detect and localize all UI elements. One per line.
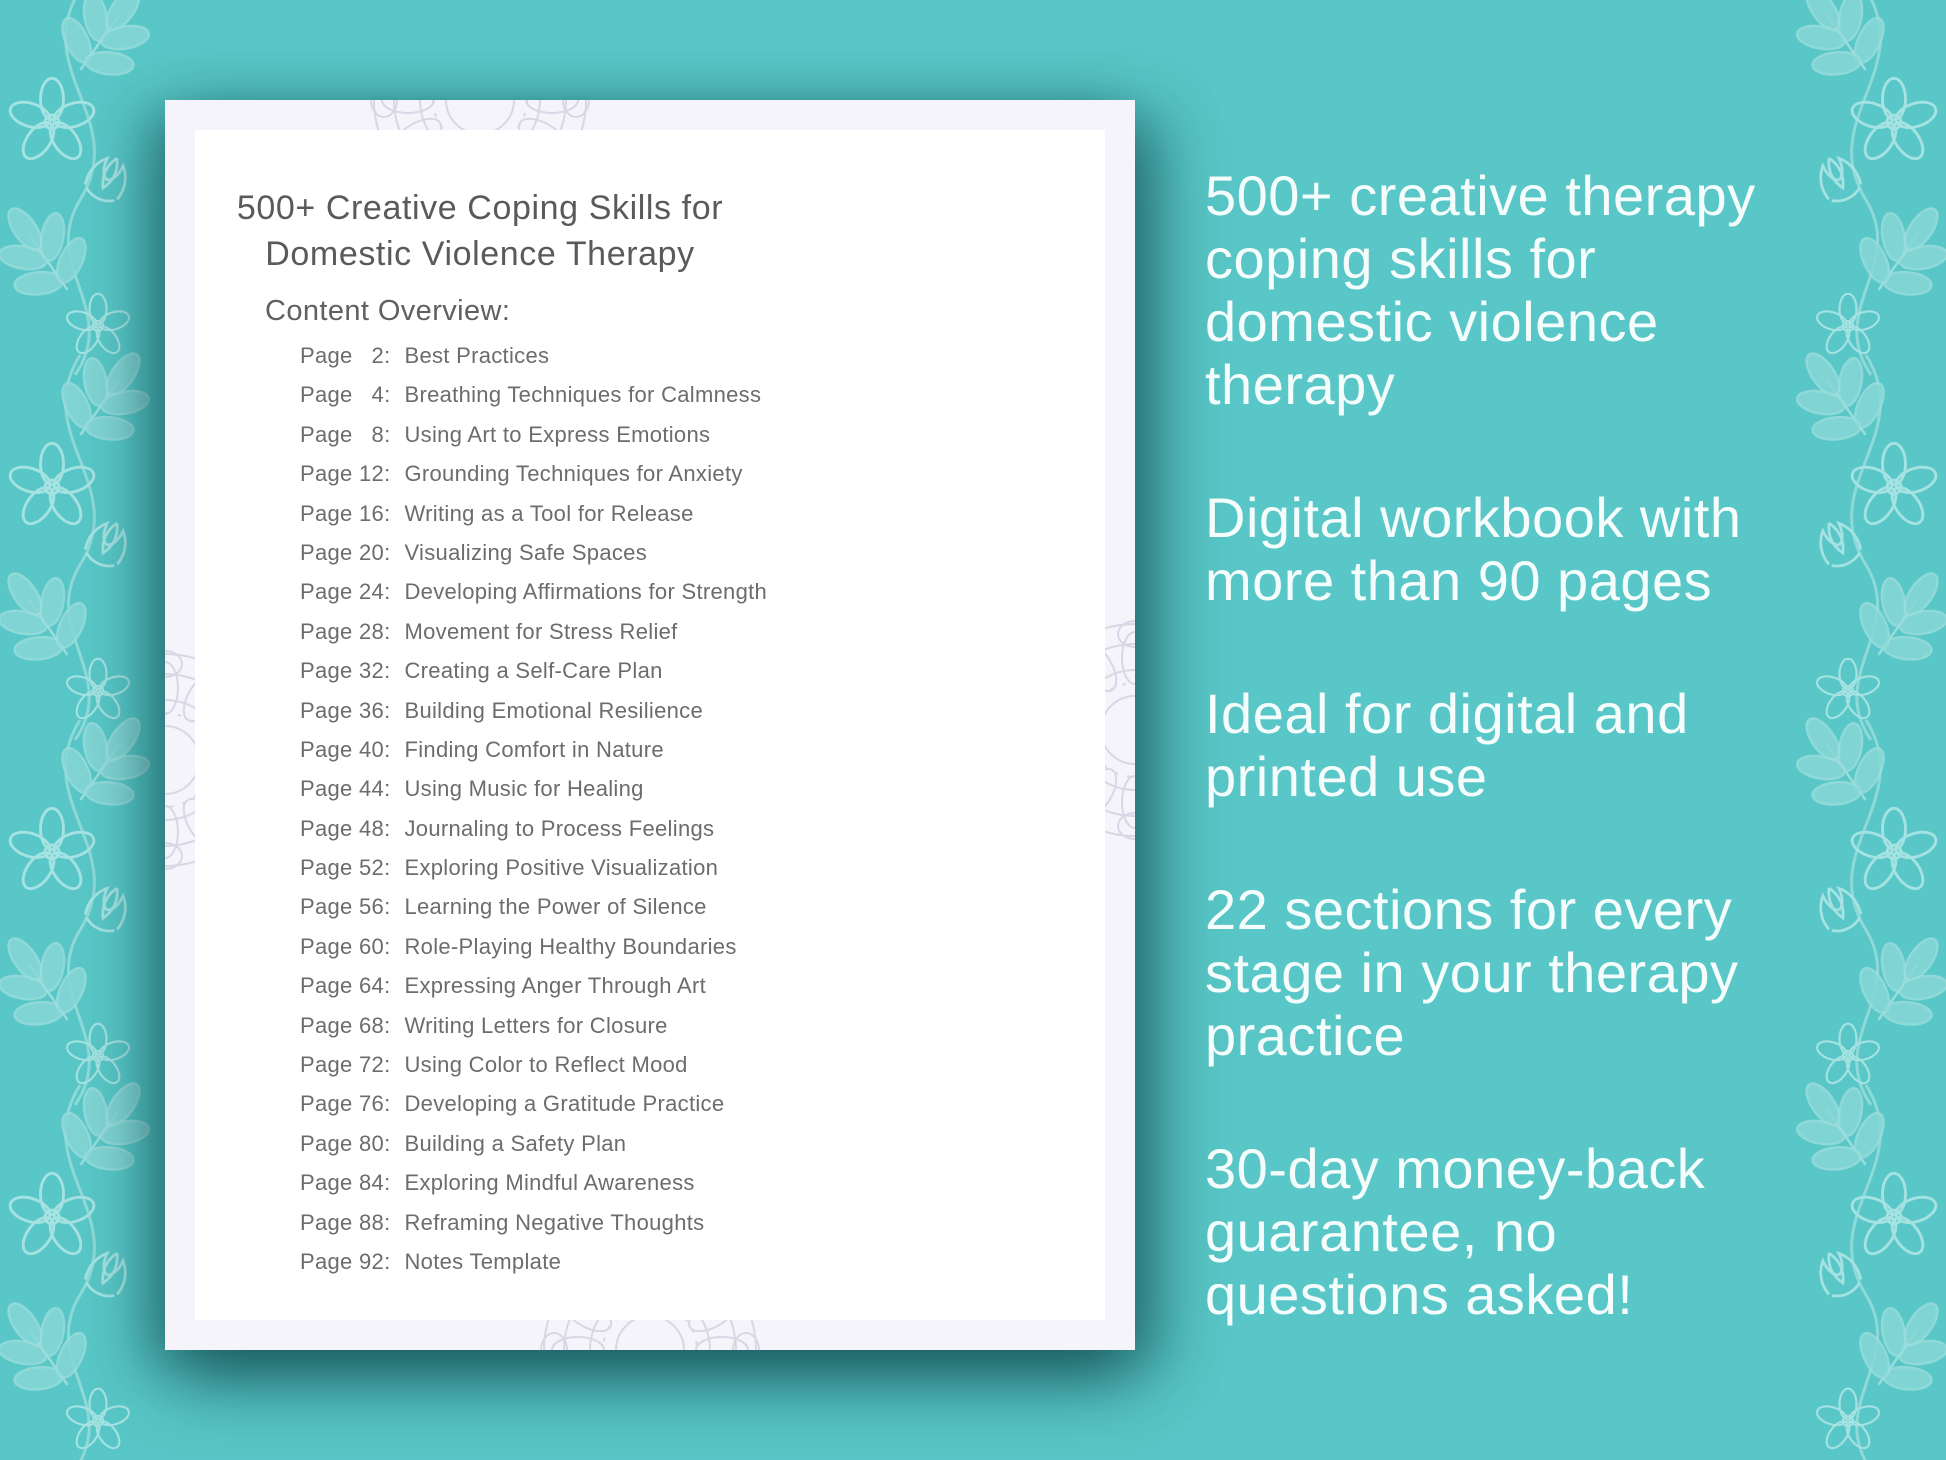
toc-page-label: Page 92: <box>300 1248 391 1274</box>
toc-page-label: Page 84: <box>300 1170 391 1196</box>
toc-entry <box>300 384 1105 406</box>
toc-page-label: Page 24: <box>300 579 391 605</box>
toc-entry <box>300 1130 1105 1156</box>
toc-item-title: Expressing Anger Through Art <box>404 973 706 999</box>
toc-item-title: Notes Template <box>404 1248 562 1274</box>
toc-item-title: Finding Comfort in Nature <box>404 736 664 762</box>
toc-entry <box>300 857 1105 879</box>
marketing-bullets <box>1205 164 1865 1396</box>
toc-item-title: Learning the Power of Silence <box>404 894 707 920</box>
toc-item-title: Role-Playing Healthy Boundaries <box>404 933 737 959</box>
toc-item-title: Building a Safety Plan <box>404 1130 627 1156</box>
toc-entry <box>300 500 1105 526</box>
toc-item-title: Creating a Self-Care Plan <box>404 658 663 684</box>
document-title <box>195 185 765 277</box>
toc-item-title: Building Emotional Resilience <box>404 697 704 723</box>
marketing-line: practice <box>1205 1004 1406 1067</box>
toc-page-label: Page 48: <box>300 815 391 841</box>
toc-entry <box>300 1093 1105 1115</box>
toc-page-label: Page 4: <box>300 382 391 408</box>
toc-item-title: Breathing Techniques for Calmness <box>404 382 762 408</box>
toc-page-label: Page 68: <box>300 1012 391 1038</box>
marketing-block <box>1205 164 1865 416</box>
marketing-line: 22 sections for every <box>1205 878 1733 941</box>
toc-entry <box>300 736 1105 762</box>
marketing-block <box>1205 682 1865 808</box>
toc-entry <box>300 660 1105 682</box>
toc-page-label: Page 28: <box>300 618 391 644</box>
marketing-block <box>1205 878 1865 1067</box>
marketing-line: coping skills for <box>1205 227 1597 290</box>
marketing-line: domestic violence <box>1205 290 1659 353</box>
toc-item-title: Using Art to Express Emotions <box>404 421 711 447</box>
toc-page-label: Page 80: <box>300 1130 391 1156</box>
toc-page-label: Page 60: <box>300 933 391 959</box>
toc-entry <box>300 1248 1105 1274</box>
toc-item-title: Movement for Stress Relief <box>404 618 678 644</box>
marketing-line: guarantee, no <box>1205 1200 1558 1263</box>
marketing-line: Digital workbook with <box>1205 486 1742 549</box>
toc-entry <box>300 975 1105 997</box>
toc-page-label: Page 12: <box>300 461 391 487</box>
workbook-preview-page <box>165 100 1135 1350</box>
toc-page-label: Page 32: <box>300 658 391 684</box>
toc-page-label: Page 36: <box>300 697 391 723</box>
marketing-line: 500+ creative therapy <box>1205 164 1756 227</box>
marketing-line: therapy <box>1205 353 1396 416</box>
toc-item-title: Developing Affirmations for Strength <box>404 579 768 605</box>
toc-entry <box>300 421 1105 447</box>
toc-item-title: Writing Letters for Closure <box>404 1012 668 1038</box>
toc-entry <box>300 618 1105 644</box>
document-title-line2: Domestic Violence Therapy <box>265 235 695 273</box>
document-inner-page <box>195 130 1105 1320</box>
toc-entry <box>300 933 1105 959</box>
toc-page-label: Page 8: <box>300 421 391 447</box>
toc-entry <box>300 463 1105 485</box>
floral-border-left-icon <box>0 0 150 1460</box>
toc-page-label: Page 16: <box>300 500 391 526</box>
toc-item-title: Exploring Mindful Awareness <box>404 1170 695 1196</box>
toc-item-title: Using Music for Healing <box>404 776 644 802</box>
toc-entry <box>300 539 1105 565</box>
marketing-line: more than 90 pages <box>1205 549 1713 612</box>
marketing-block <box>1205 486 1865 612</box>
toc-item-title: Using Color to Reflect Mood <box>404 1052 688 1078</box>
toc-page-label: Page 64: <box>300 973 391 999</box>
toc-entry <box>300 1209 1105 1235</box>
toc-page-label: Page 76: <box>300 1091 391 1117</box>
toc-page-label: Page 2: <box>300 343 391 368</box>
toc-entry <box>300 697 1105 723</box>
marketing-line: Ideal for digital and <box>1205 682 1689 745</box>
toc-item-title: Exploring Positive Visualization <box>404 855 719 881</box>
toc-page-label: Page 56: <box>300 894 391 920</box>
toc-entry <box>300 345 1105 367</box>
toc-page-label: Page 88: <box>300 1209 391 1235</box>
toc-entry <box>300 896 1105 918</box>
toc-entry <box>300 1172 1105 1194</box>
marketing-line: questions asked! <box>1205 1263 1634 1326</box>
toc-entry <box>300 1012 1105 1038</box>
toc-entry <box>300 581 1105 603</box>
toc-item-title: Writing as a Tool for Release <box>404 500 694 526</box>
table-of-contents <box>195 345 1105 1273</box>
marketing-line: 30-day money-back <box>1205 1137 1706 1200</box>
toc-page-label: Page 20: <box>300 539 391 565</box>
marketing-block <box>1205 1137 1865 1326</box>
toc-item-title: Developing a Gratitude Practice <box>404 1091 725 1117</box>
toc-page-label: Page 72: <box>300 1052 391 1078</box>
toc-page-label: Page 40: <box>300 736 391 762</box>
document-title-line1: 500+ Creative Coping Skills for <box>236 189 724 227</box>
marketing-line: stage in your therapy <box>1205 941 1739 1004</box>
toc-entry <box>300 778 1105 800</box>
toc-item-title: Visualizing Safe Spaces <box>404 539 648 565</box>
marketing-line: printed use <box>1205 745 1488 808</box>
toc-entry <box>300 815 1105 841</box>
content-overview-label: Content Overview: <box>265 295 511 327</box>
toc-item-title: Reframing Negative Thoughts <box>404 1209 705 1235</box>
toc-item-title: Grounding Techniques for Anxiety <box>404 461 743 487</box>
toc-item-title: Journaling to Process Feelings <box>404 815 715 841</box>
toc-page-label: Page 52: <box>300 855 391 881</box>
toc-item-title: Best Practices <box>404 343 550 368</box>
toc-entry <box>300 1054 1105 1076</box>
toc-page-label: Page 44: <box>300 776 391 802</box>
